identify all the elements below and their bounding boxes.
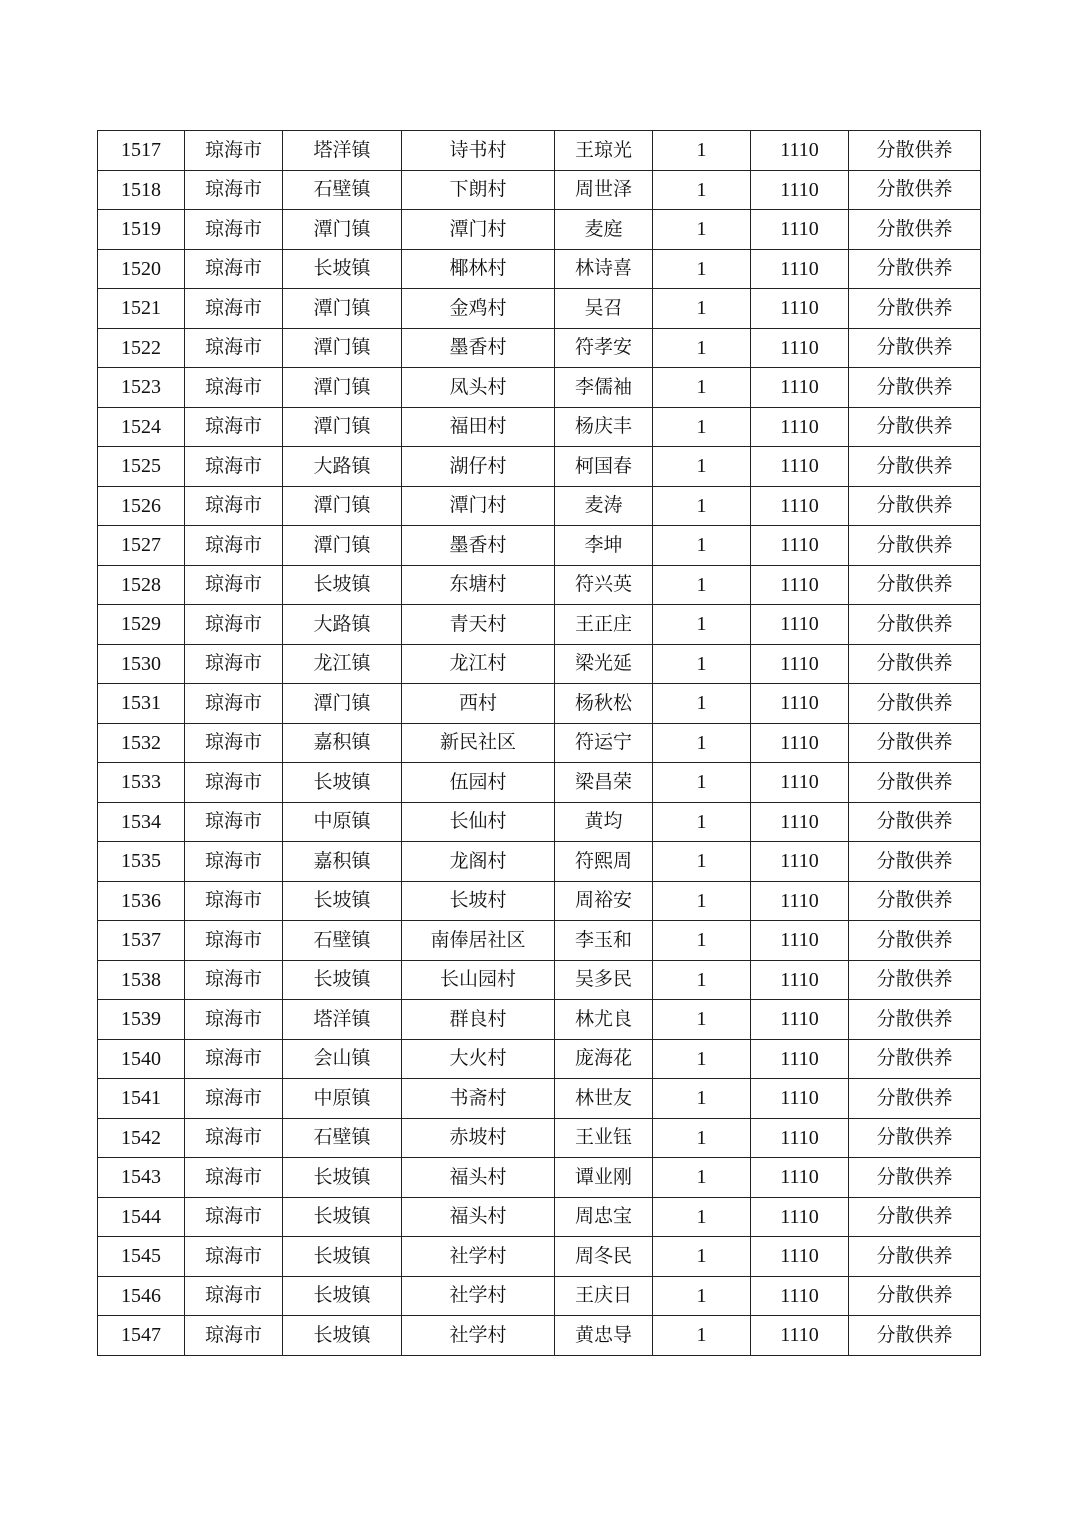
table-row (98, 407, 981, 447)
seq-number-cell: 1539 (98, 1000, 185, 1040)
amount-cell: 1110 (751, 565, 849, 605)
support-type-cell: 分散供养 (849, 1276, 981, 1316)
name-cell: 庞海花 (555, 1039, 653, 1079)
town-cell: 嘉积镇 (283, 842, 402, 882)
village-cell: 伍园村 (402, 763, 555, 803)
table-row (98, 921, 981, 961)
count-cell: 1 (653, 605, 751, 645)
town-cell: 长坡镇 (283, 1316, 402, 1356)
amount-cell: 1110 (751, 644, 849, 684)
table-row (98, 644, 981, 684)
support-type-cell: 分散供养 (849, 960, 981, 1000)
amount-cell: 1110 (751, 921, 849, 961)
support-type-cell: 分散供养 (849, 802, 981, 842)
city-cell: 琼海市 (185, 605, 283, 645)
support-type-cell: 分散供养 (849, 644, 981, 684)
seq-number-cell: 1521 (98, 289, 185, 329)
name-cell: 李玉和 (555, 921, 653, 961)
town-cell: 塔洋镇 (283, 1000, 402, 1040)
count-cell: 1 (653, 565, 751, 605)
amount-cell: 1110 (751, 368, 849, 408)
count-cell: 1 (653, 763, 751, 803)
seq-number-cell: 1522 (98, 328, 185, 368)
amount-cell: 1110 (751, 289, 849, 329)
amount-cell: 1110 (751, 802, 849, 842)
support-type-cell: 分散供养 (849, 131, 981, 171)
table-row (98, 1197, 981, 1237)
town-cell: 长坡镇 (283, 1197, 402, 1237)
village-cell: 墨香村 (402, 328, 555, 368)
support-type-cell: 分散供养 (849, 170, 981, 210)
city-cell: 琼海市 (185, 1276, 283, 1316)
town-cell: 长坡镇 (283, 881, 402, 921)
town-cell: 石壁镇 (283, 921, 402, 961)
amount-cell: 1110 (751, 881, 849, 921)
name-cell: 吴多民 (555, 960, 653, 1000)
village-cell: 龙阁村 (402, 842, 555, 882)
amount-cell: 1110 (751, 1000, 849, 1040)
city-cell: 琼海市 (185, 131, 283, 171)
table-row (98, 723, 981, 763)
count-cell: 1 (653, 1237, 751, 1277)
name-cell: 李坤 (555, 526, 653, 566)
count-cell: 1 (653, 960, 751, 1000)
seq-number-cell: 1545 (98, 1237, 185, 1277)
town-cell: 潭门镇 (283, 289, 402, 329)
name-cell: 谭业刚 (555, 1158, 653, 1198)
village-cell: 潭门村 (402, 486, 555, 526)
village-cell: 福头村 (402, 1197, 555, 1237)
city-cell: 琼海市 (185, 210, 283, 250)
amount-cell: 1110 (751, 447, 849, 487)
table-row (98, 447, 981, 487)
roster-table (97, 130, 981, 1356)
amount-cell: 1110 (751, 526, 849, 566)
city-cell: 琼海市 (185, 1316, 283, 1356)
seq-number-cell: 1538 (98, 960, 185, 1000)
town-cell: 潭门镇 (283, 526, 402, 566)
village-cell: 福头村 (402, 1158, 555, 1198)
seq-number-cell: 1519 (98, 210, 185, 250)
village-cell: 群良村 (402, 1000, 555, 1040)
seq-number-cell: 1518 (98, 170, 185, 210)
name-cell: 梁昌荣 (555, 763, 653, 803)
seq-number-cell: 1542 (98, 1118, 185, 1158)
amount-cell: 1110 (751, 328, 849, 368)
name-cell: 麦涛 (555, 486, 653, 526)
city-cell: 琼海市 (185, 249, 283, 289)
amount-cell: 1110 (751, 210, 849, 250)
seq-number-cell: 1529 (98, 605, 185, 645)
support-type-cell: 分散供养 (849, 1000, 981, 1040)
amount-cell: 1110 (751, 1118, 849, 1158)
name-cell: 王业钰 (555, 1118, 653, 1158)
support-type-cell: 分散供养 (849, 1118, 981, 1158)
amount-cell: 1110 (751, 170, 849, 210)
village-cell: 诗书村 (402, 131, 555, 171)
name-cell: 杨秋松 (555, 684, 653, 724)
count-cell: 1 (653, 1158, 751, 1198)
support-type-cell: 分散供养 (849, 447, 981, 487)
seq-number-cell: 1535 (98, 842, 185, 882)
town-cell: 长坡镇 (283, 565, 402, 605)
amount-cell: 1110 (751, 1039, 849, 1079)
seq-number-cell: 1520 (98, 249, 185, 289)
support-type-cell: 分散供养 (849, 1079, 981, 1119)
seq-number-cell: 1532 (98, 723, 185, 763)
table-row (98, 249, 981, 289)
support-type-cell: 分散供养 (849, 763, 981, 803)
village-cell: 龙江村 (402, 644, 555, 684)
count-cell: 1 (653, 802, 751, 842)
seq-number-cell: 1530 (98, 644, 185, 684)
village-cell: 椰林村 (402, 249, 555, 289)
name-cell: 黄均 (555, 802, 653, 842)
table-row (98, 960, 981, 1000)
count-cell: 1 (653, 842, 751, 882)
village-cell: 东塘村 (402, 565, 555, 605)
city-cell: 琼海市 (185, 1158, 283, 1198)
name-cell: 李儒袖 (555, 368, 653, 408)
village-cell: 赤坡村 (402, 1118, 555, 1158)
count-cell: 1 (653, 526, 751, 566)
name-cell: 麦庭 (555, 210, 653, 250)
village-cell: 社学村 (402, 1237, 555, 1277)
support-type-cell: 分散供养 (849, 1158, 981, 1198)
town-cell: 潭门镇 (283, 210, 402, 250)
city-cell: 琼海市 (185, 763, 283, 803)
village-cell: 凤头村 (402, 368, 555, 408)
village-cell: 潭门村 (402, 210, 555, 250)
support-type-cell: 分散供养 (849, 684, 981, 724)
count-cell: 1 (653, 1316, 751, 1356)
table-row (98, 1276, 981, 1316)
city-cell: 琼海市 (185, 802, 283, 842)
count-cell: 1 (653, 644, 751, 684)
count-cell: 1 (653, 407, 751, 447)
count-cell: 1 (653, 447, 751, 487)
support-type-cell: 分散供养 (849, 1316, 981, 1356)
seq-number-cell: 1536 (98, 881, 185, 921)
count-cell: 1 (653, 328, 751, 368)
village-cell: 南俸居社区 (402, 921, 555, 961)
name-cell: 柯国春 (555, 447, 653, 487)
town-cell: 长坡镇 (283, 960, 402, 1000)
support-type-cell: 分散供养 (849, 486, 981, 526)
town-cell: 中原镇 (283, 802, 402, 842)
name-cell: 符兴英 (555, 565, 653, 605)
count-cell: 1 (653, 1118, 751, 1158)
support-type-cell: 分散供养 (849, 249, 981, 289)
table-row (98, 842, 981, 882)
village-cell: 下朗村 (402, 170, 555, 210)
seq-number-cell: 1543 (98, 1158, 185, 1198)
table-row (98, 565, 981, 605)
village-cell: 西村 (402, 684, 555, 724)
amount-cell: 1110 (751, 1158, 849, 1198)
amount-cell: 1110 (751, 1197, 849, 1237)
table-row (98, 210, 981, 250)
amount-cell: 1110 (751, 131, 849, 171)
table-row (98, 763, 981, 803)
amount-cell: 1110 (751, 960, 849, 1000)
seq-number-cell: 1524 (98, 407, 185, 447)
support-type-cell: 分散供养 (849, 526, 981, 566)
town-cell: 大路镇 (283, 605, 402, 645)
table-row (98, 881, 981, 921)
name-cell: 符熙周 (555, 842, 653, 882)
support-type-cell: 分散供养 (849, 210, 981, 250)
seq-number-cell: 1544 (98, 1197, 185, 1237)
table-row (98, 605, 981, 645)
seq-number-cell: 1534 (98, 802, 185, 842)
table-row (98, 684, 981, 724)
amount-cell: 1110 (751, 1316, 849, 1356)
city-cell: 琼海市 (185, 407, 283, 447)
town-cell: 石壁镇 (283, 1118, 402, 1158)
name-cell: 黄忠导 (555, 1316, 653, 1356)
amount-cell: 1110 (751, 1276, 849, 1316)
seq-number-cell: 1533 (98, 763, 185, 803)
seq-number-cell: 1526 (98, 486, 185, 526)
seq-number-cell: 1528 (98, 565, 185, 605)
amount-cell: 1110 (751, 763, 849, 803)
seq-number-cell: 1547 (98, 1316, 185, 1356)
table-row (98, 368, 981, 408)
roster-body (98, 131, 981, 1356)
town-cell: 长坡镇 (283, 1276, 402, 1316)
amount-cell: 1110 (751, 407, 849, 447)
city-cell: 琼海市 (185, 960, 283, 1000)
support-type-cell: 分散供养 (849, 1039, 981, 1079)
city-cell: 琼海市 (185, 842, 283, 882)
count-cell: 1 (653, 723, 751, 763)
city-cell: 琼海市 (185, 486, 283, 526)
name-cell: 梁光延 (555, 644, 653, 684)
name-cell: 周裕安 (555, 881, 653, 921)
town-cell: 塔洋镇 (283, 131, 402, 171)
town-cell: 大路镇 (283, 447, 402, 487)
city-cell: 琼海市 (185, 328, 283, 368)
city-cell: 琼海市 (185, 1039, 283, 1079)
village-cell: 大火村 (402, 1039, 555, 1079)
city-cell: 琼海市 (185, 644, 283, 684)
count-cell: 1 (653, 1197, 751, 1237)
city-cell: 琼海市 (185, 1237, 283, 1277)
town-cell: 潭门镇 (283, 407, 402, 447)
town-cell: 潭门镇 (283, 328, 402, 368)
count-cell: 1 (653, 921, 751, 961)
amount-cell: 1110 (751, 1237, 849, 1277)
table-row (98, 170, 981, 210)
village-cell: 湖仔村 (402, 447, 555, 487)
village-cell: 墨香村 (402, 526, 555, 566)
support-type-cell: 分散供养 (849, 921, 981, 961)
city-cell: 琼海市 (185, 526, 283, 566)
village-cell: 社学村 (402, 1316, 555, 1356)
seq-number-cell: 1541 (98, 1079, 185, 1119)
town-cell: 龙江镇 (283, 644, 402, 684)
count-cell: 1 (653, 249, 751, 289)
name-cell: 林尤良 (555, 1000, 653, 1040)
name-cell: 吴召 (555, 289, 653, 329)
city-cell: 琼海市 (185, 1197, 283, 1237)
name-cell: 周忠宝 (555, 1197, 653, 1237)
city-cell: 琼海市 (185, 565, 283, 605)
support-type-cell: 分散供养 (849, 842, 981, 882)
support-type-cell: 分散供养 (849, 881, 981, 921)
count-cell: 1 (653, 1000, 751, 1040)
support-type-cell: 分散供养 (849, 1237, 981, 1277)
count-cell: 1 (653, 684, 751, 724)
count-cell: 1 (653, 486, 751, 526)
seq-number-cell: 1517 (98, 131, 185, 171)
seq-number-cell: 1527 (98, 526, 185, 566)
seq-number-cell: 1523 (98, 368, 185, 408)
town-cell: 长坡镇 (283, 763, 402, 803)
town-cell: 潭门镇 (283, 684, 402, 724)
seq-number-cell: 1546 (98, 1276, 185, 1316)
table-row (98, 1000, 981, 1040)
name-cell: 周冬民 (555, 1237, 653, 1277)
count-cell: 1 (653, 881, 751, 921)
support-type-cell: 分散供养 (849, 605, 981, 645)
city-cell: 琼海市 (185, 881, 283, 921)
seq-number-cell: 1540 (98, 1039, 185, 1079)
city-cell: 琼海市 (185, 289, 283, 329)
village-cell: 新民社区 (402, 723, 555, 763)
count-cell: 1 (653, 210, 751, 250)
city-cell: 琼海市 (185, 1000, 283, 1040)
amount-cell: 1110 (751, 249, 849, 289)
town-cell: 长坡镇 (283, 249, 402, 289)
support-type-cell: 分散供养 (849, 328, 981, 368)
village-cell: 书斋村 (402, 1079, 555, 1119)
amount-cell: 1110 (751, 842, 849, 882)
table-row (98, 1079, 981, 1119)
village-cell: 金鸡村 (402, 289, 555, 329)
name-cell: 王庆日 (555, 1276, 653, 1316)
table-row (98, 802, 981, 842)
support-type-cell: 分散供养 (849, 368, 981, 408)
table-row (98, 289, 981, 329)
count-cell: 1 (653, 368, 751, 408)
city-cell: 琼海市 (185, 1118, 283, 1158)
town-cell: 嘉积镇 (283, 723, 402, 763)
table-row (98, 131, 981, 171)
count-cell: 1 (653, 131, 751, 171)
town-cell: 潭门镇 (283, 486, 402, 526)
town-cell: 潭门镇 (283, 368, 402, 408)
village-cell: 福田村 (402, 407, 555, 447)
city-cell: 琼海市 (185, 723, 283, 763)
village-cell: 长坡村 (402, 881, 555, 921)
name-cell: 符运宁 (555, 723, 653, 763)
name-cell: 周世泽 (555, 170, 653, 210)
town-cell: 长坡镇 (283, 1158, 402, 1198)
name-cell: 林诗喜 (555, 249, 653, 289)
town-cell: 石壁镇 (283, 170, 402, 210)
table-row (98, 1118, 981, 1158)
support-type-cell: 分散供养 (849, 565, 981, 605)
name-cell: 王正庄 (555, 605, 653, 645)
name-cell: 王琼光 (555, 131, 653, 171)
city-cell: 琼海市 (185, 684, 283, 724)
city-cell: 琼海市 (185, 368, 283, 408)
count-cell: 1 (653, 1276, 751, 1316)
village-cell: 长仙村 (402, 802, 555, 842)
village-cell: 社学村 (402, 1276, 555, 1316)
amount-cell: 1110 (751, 605, 849, 645)
village-cell: 长山园村 (402, 960, 555, 1000)
town-cell: 长坡镇 (283, 1237, 402, 1277)
support-type-cell: 分散供养 (849, 723, 981, 763)
support-type-cell: 分散供养 (849, 407, 981, 447)
city-cell: 琼海市 (185, 1079, 283, 1119)
city-cell: 琼海市 (185, 170, 283, 210)
table-row (98, 526, 981, 566)
seq-number-cell: 1537 (98, 921, 185, 961)
amount-cell: 1110 (751, 723, 849, 763)
seq-number-cell: 1525 (98, 447, 185, 487)
table-row (98, 1237, 981, 1277)
table-row (98, 328, 981, 368)
count-cell: 1 (653, 289, 751, 329)
village-cell: 青天村 (402, 605, 555, 645)
table-row (98, 1039, 981, 1079)
table-row (98, 1316, 981, 1356)
town-cell: 中原镇 (283, 1079, 402, 1119)
table-row (98, 1158, 981, 1198)
count-cell: 1 (653, 1039, 751, 1079)
city-cell: 琼海市 (185, 921, 283, 961)
name-cell: 杨庆丰 (555, 407, 653, 447)
name-cell: 林世友 (555, 1079, 653, 1119)
support-type-cell: 分散供养 (849, 289, 981, 329)
amount-cell: 1110 (751, 486, 849, 526)
city-cell: 琼海市 (185, 447, 283, 487)
town-cell: 会山镇 (283, 1039, 402, 1079)
count-cell: 1 (653, 1079, 751, 1119)
amount-cell: 1110 (751, 1079, 849, 1119)
count-cell: 1 (653, 170, 751, 210)
support-type-cell: 分散供养 (849, 1197, 981, 1237)
table-row (98, 486, 981, 526)
amount-cell: 1110 (751, 684, 849, 724)
name-cell: 符孝安 (555, 328, 653, 368)
seq-number-cell: 1531 (98, 684, 185, 724)
